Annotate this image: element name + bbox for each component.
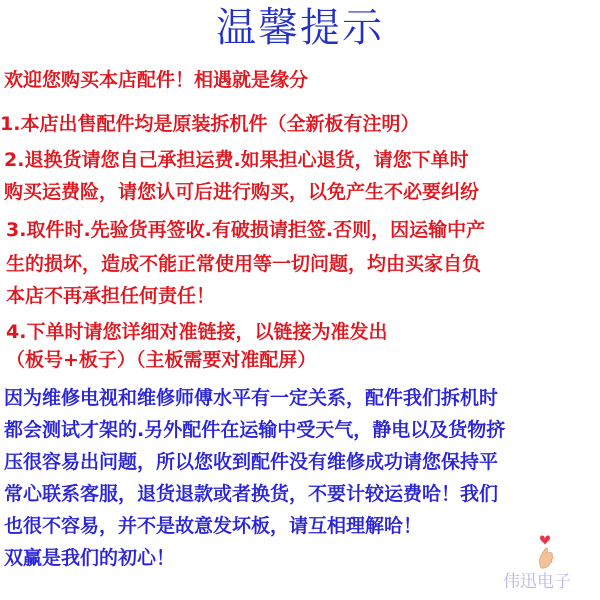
- notice-item-3-end: 本店不再承担任何责任！: [6, 285, 216, 307]
- watermark: 伟迅电子: [503, 572, 571, 592]
- explanation-line-1: 因为维修电视和维修师傅水平有一定关系，配件我们拆机时: [4, 387, 499, 409]
- finger-heart-icon: [530, 530, 560, 570]
- notice-item-4-cont: （板号+板子）（主板需要对准配屏）: [6, 349, 317, 371]
- explanation-line-5: 也很不容易，并不是故意发坏板，请互相理解哈！: [4, 515, 423, 537]
- welcome-line: 欢迎您购买本店配件！相遇就是缘分: [4, 69, 309, 91]
- notice-item-4: 4.下单时请您详细对准链接，以链接为准发出: [6, 321, 388, 343]
- notice-item-3: 3.取件时.先验货再签收.有破损请拒签.否则，因运输中产: [6, 219, 486, 241]
- explanation-line-4: 常心联系客服，退货退款或者换货，不要计较运费哈！我们: [4, 483, 499, 505]
- closing-line: 双赢是我们的初心！: [4, 547, 176, 569]
- notice-item-2-cont: 购买运费险，请您认可后进行购买，以免产生不必要纠纷: [4, 181, 480, 203]
- explanation-line-2: 都会测试才架的.另外配件在运输中受天气，静电以及货物挤: [4, 419, 506, 441]
- explanation-line-3: 压很容易出问题，所以您收到配件没有维修成功请您保持平: [4, 451, 499, 473]
- notice-item-1: 1.本店出售配件均是原装拆机件（全新板有注明）: [0, 113, 420, 135]
- notice-item-2: 2.退换货请您自己承担运费.如果担心退货，请您下单时: [4, 149, 469, 171]
- notice-item-3-cont: 生的损坏，造成不能正常使用等一切问题，均由买家自负: [6, 253, 482, 275]
- page-title: 温馨提示: [216, 5, 384, 51]
